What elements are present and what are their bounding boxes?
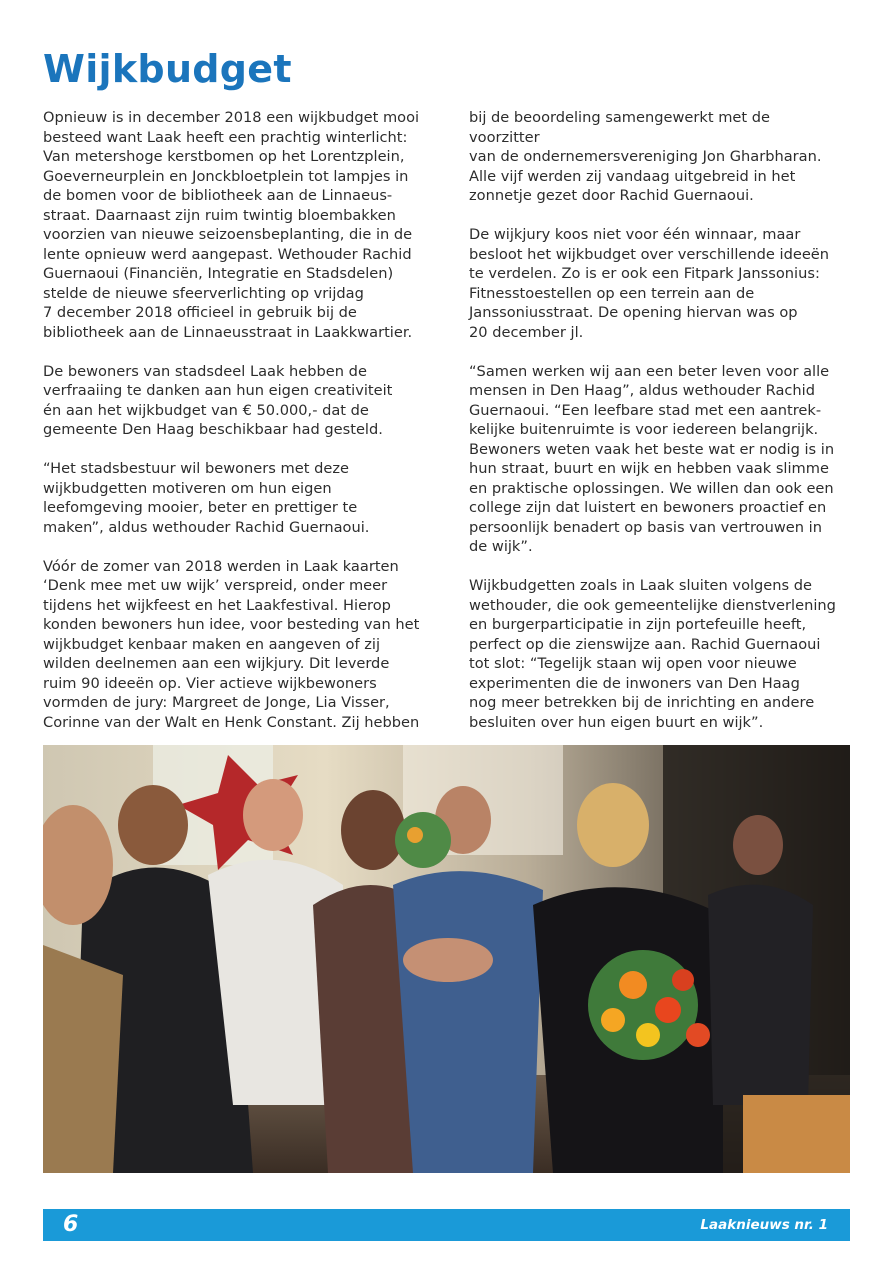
event-photo (43, 745, 850, 1173)
footer-bar (43, 1209, 850, 1241)
paragraph: “Het stadsbestuur wil bewoners met deze wijkbudgetten motiveren om hun eigen leefomgeving mooier, beter en prettiger te maken”, aldus wethouder Rachid Guernaoui. (43, 460, 370, 536)
paragraph: Vóór de zomer van 2018 werden in Laak kaarten ‘Denk mee met uw wijk’ verspreid, onder meer tijdens het wijkfeest en het Laakfestival. Hierop konden bewoners hun idee, voor besteding van het wijkbudget kenbaar maken en aangeven of zij wilden deelnemen aan een wijkjury. Dit leverde ruim 90 ideeën op. Vier actieve wijkbewoners vormden de jury: Margreet de Jonge, Lia Visser, Corinne van der Walt en Henk Constant. Zij hebben (43, 557, 420, 731)
magazine-name: Laaknieuws nr. 1 (700, 1217, 828, 1233)
paragraph: De wijkjury koos niet voor één winnaar, maar besloot het wijkbudget over verschillende ideeën te verdelen. Zo is er ook een Fitpark Janssonius: Fitnesstoestellen op een terrein aan de Janssoniusstraat. De opening hiervan was op 20 december jl. (469, 226, 830, 341)
paragraph: Wijkbudgetten zoals in Laak sluiten volgens de wethouder, die ook gemeentelijke dienstverlening en burgerparticipatie in zijn portefeuille heeft, perfect op die zienswijze aan. Rachid Guernaoui tot slot: “Tegelijk staan wij open voor nieuwe experimenten die de inwoners van Den Haag nog meer betrekken bij de inrichting en andere besluiten over hun eigen buurt en wijk”. (469, 577, 836, 731)
article-title: Wijkbudget (43, 47, 292, 91)
left-column (43, 108, 433, 752)
paragraph: “Samen werken wij aan een beter leven voor alle mensen in Den Haag”, aldus wethouder Rachid Guernaoui. “Een leefbare stad met een aantrek- kelijke buitenruimte is voor iedereen belangrijk. Bewoners weten vaak het beste wat er nodig is in hun straat, buurt en wijk en hebben vaak slimme en praktische oplossingen. We willen dan ook een college zijn dat luistert en bewoners proactief en persoonlijk benadert op basis van vertrouwen in de wijk”. (469, 362, 835, 555)
page-number: 6 (63, 1212, 79, 1237)
photo-illustration (43, 745, 850, 1173)
paragraph: De bewoners van stadsdeel Laak hebben de verfraaiing te danken aan hun eigen creativiteit én aan het wijkbudget van € 50.000,- dat de gemeente Den Haag beschikbaar had gesteld. (43, 362, 393, 438)
paragraph: Opnieuw is in december 2018 een wijkbudget mooi besteed want Laak heeft een prachtig winterlicht: Van metershoge kerstbomen op het Lorentzplein, Goeverneurplein en Jonckbloetplein tot lampjes in de bomen voor de bibliotheek aan de Linnaeus- straat. Daarnaast zijn ruim twintig bloembakken voorzien van nieuwe seizoensbeplanting, die in de lente opnieuw werd aangepast. Wethouder Rachid Guernaoui (Financiën, Integratie en Stadsdelen) stelde de nieuwe sfeerverlichting op vrijdag 7 december 2018 officieel in gebruik bij de bibliotheek aan de Linnaeusstraat in Laakkwartier. (43, 109, 420, 341)
paragraph: bij de beoordeling samengewerkt met de voorzitter van de ondernemersvereniging Jon Gharbharan. Alle vijf werden zij vandaag uitgebreid in het zonnetje gezet door Rachid Guernaoui. (469, 109, 822, 204)
right-column (469, 108, 844, 752)
